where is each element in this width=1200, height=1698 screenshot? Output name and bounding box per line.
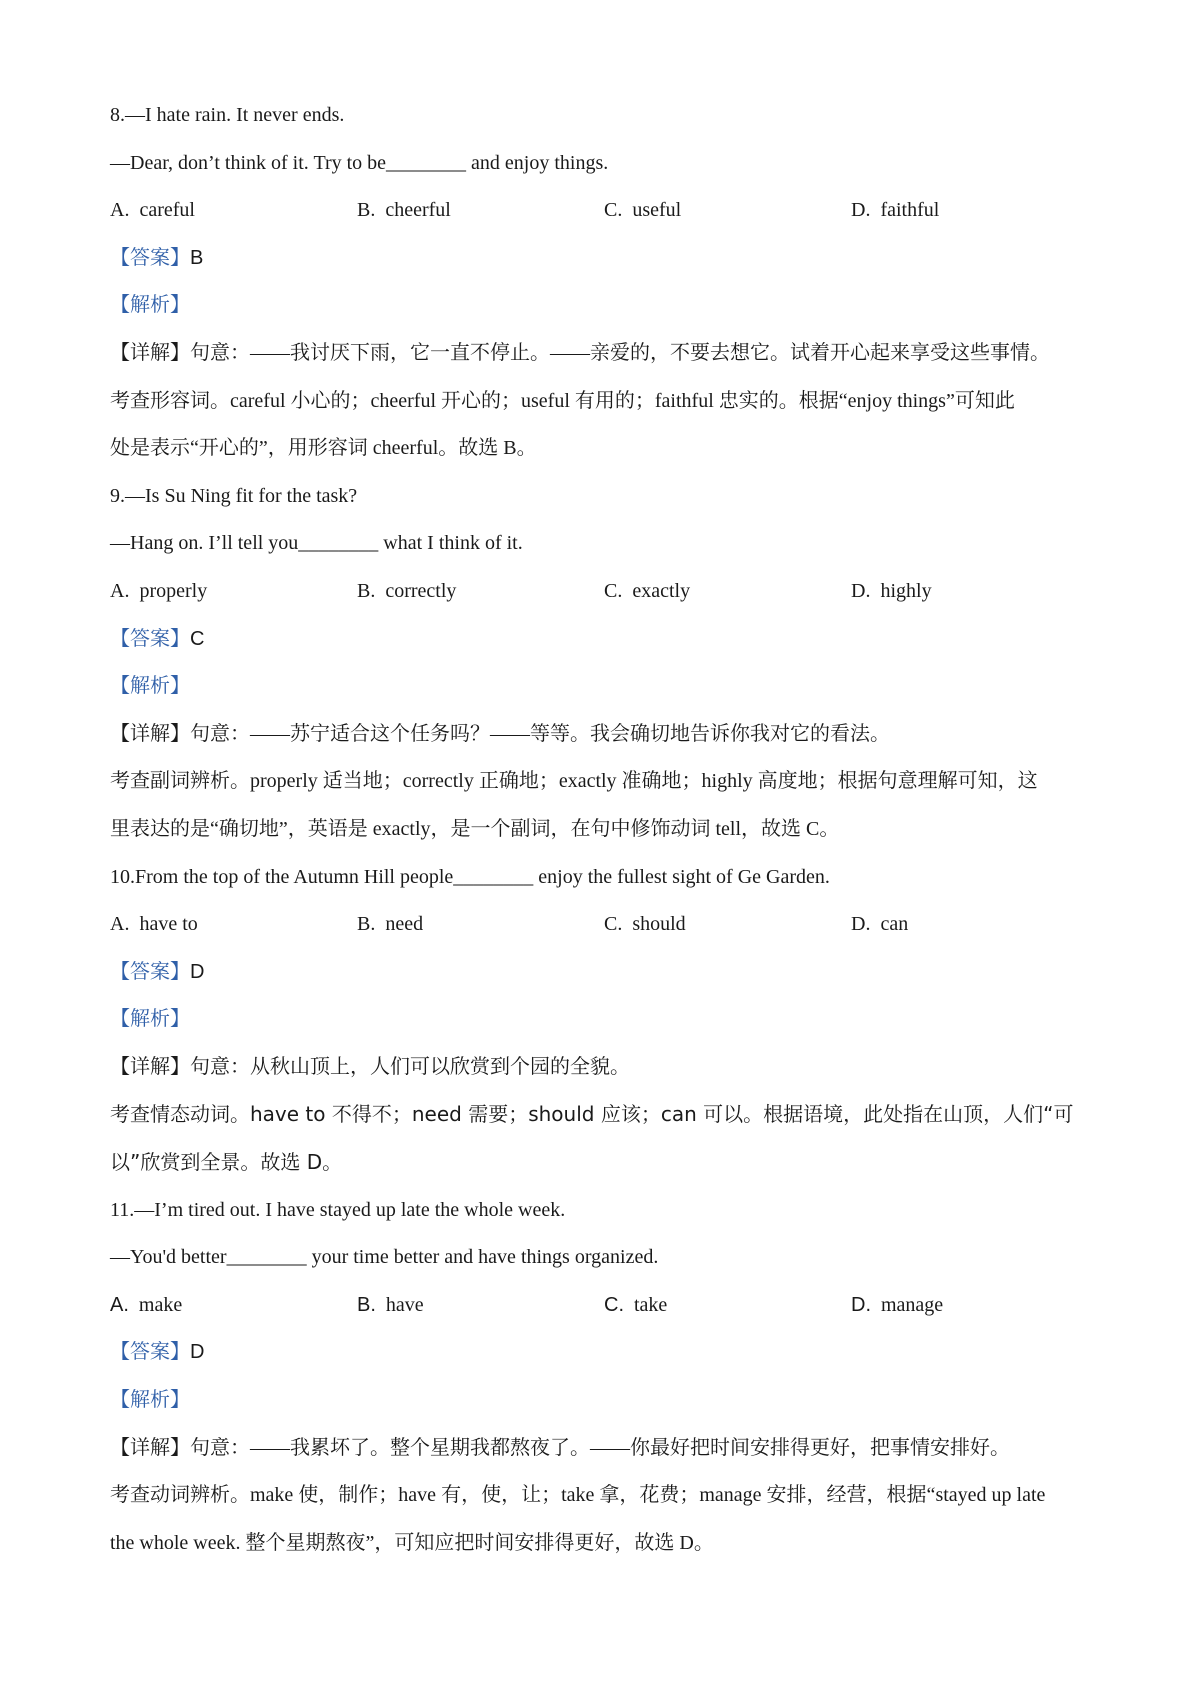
analysis-tag: 【解析】: [110, 675, 190, 698]
option-c: C. useful: [604, 199, 682, 222]
question-stem: 8.—I hate rain. It never ends.: [110, 104, 345, 126]
explanation-line: 【详解】句意：从秋山顶上，人们可以欣赏到个园的全貌。: [110, 1055, 630, 1078]
question-10: [110, 854, 1110, 1187]
detail-tag: 【详解】: [110, 722, 190, 745]
option-b: B. have: [357, 1293, 424, 1316]
answer-line: [110, 235, 1110, 283]
option-c: C. should: [604, 913, 686, 936]
answer-tag: 【答案】: [110, 627, 190, 650]
explanation-line: 里表达的是“确切地”，英语是 exactly，是一个副词，在句中修饰动词 tell，故选 C。: [110, 817, 840, 840]
explanation-line: the whole week. 整个星期熬夜”，可知应把时间安排得更好，故选 D。: [110, 1531, 714, 1554]
analysis-tag: 【解析】: [110, 1008, 190, 1031]
answer-value: D: [190, 1341, 205, 1364]
question-stem: —You'd better________ your time better and have things organized.: [110, 1246, 659, 1269]
answer-tag: 【答案】: [110, 1341, 190, 1364]
question-stem: —Hang on. I’ll tell you________ what I think of it.: [110, 532, 523, 555]
explanation-line: 考查形容词。careful 小心的；cheerful 开心的；useful 有用的；faithful 忠实的。根据“enjoy things”可知此: [110, 389, 1015, 412]
answer-tag: 【答案】: [110, 960, 190, 983]
options-row: [110, 187, 1110, 235]
option-a: A. make: [110, 1293, 183, 1316]
answer-value: B: [190, 246, 204, 269]
option-b: B. cheerful: [357, 199, 451, 222]
option-d: D. manage: [851, 1293, 944, 1316]
option-d: D. can: [851, 913, 909, 936]
analysis-tag: 【解析】: [110, 1389, 190, 1412]
explanation-line: 考查情态动词。have to 不得不；need 需要；should 应该；can 可以。根据语境，此处指在山顶，人们“可: [110, 1102, 1074, 1127]
detail-tag: 【详解】: [110, 1436, 190, 1459]
answer-line: [110, 1329, 1110, 1377]
options-row: [110, 901, 1110, 949]
answer-value: C: [190, 627, 205, 650]
detail-tag: 【详解】: [110, 1055, 190, 1078]
explanation-line: 【详解】句意：——苏宁适合这个任务吗？——等等。我会确切地告诉你我对它的看法。: [110, 722, 890, 745]
question-9: [110, 473, 1110, 854]
option-d: D. highly: [851, 579, 932, 602]
explanation-line: 【详解】句意：——我累坏了。整个星期我都熬夜了。——你最好把时间安排得更好，把事情安排好。: [110, 1436, 1010, 1459]
question-list: [110, 92, 1110, 1567]
answer-tag: 【答案】: [110, 246, 190, 269]
option-a: A. have to: [110, 913, 198, 936]
answer-value: D: [190, 960, 205, 983]
option-b: B. need: [357, 913, 424, 936]
detail-tag: 【详解】: [110, 341, 190, 364]
option-a: A. properly: [110, 579, 208, 602]
explanation-line: 考查副词辨析。properly 适当地；correctly 正确地；exactly 准确地；highly 高度地；根据句意理解可知，这: [110, 770, 1038, 793]
question-stem: —Dear, don’t think of it. Try to be________ and enjoy things.: [110, 151, 609, 174]
analysis-tag: 【解析】: [110, 294, 190, 317]
question-stem: 9.—Is Su Ning fit for the task?: [110, 484, 358, 507]
explanation-line: 考查动词辨析。make 使，制作；have 有，使，让；take 拿，花费；manage 安排，经营，根据“stayed up late: [110, 1484, 1046, 1507]
explanation-line: 以”欣赏到全景。故选 D。: [110, 1150, 343, 1175]
question-11: [110, 1187, 1110, 1568]
option-c: C. exactly: [604, 579, 691, 602]
question-stem: 11.—I’m tired out. I have stayed up late the whole week.: [110, 1198, 566, 1221]
answer-line: [110, 616, 1110, 664]
explanation-line: 处是表示“开心的”，用形容词 cheerful。故选 B。: [110, 437, 537, 460]
answer-line: [110, 949, 1110, 997]
question-8: [110, 92, 1110, 473]
question-stem: 10.From the top of the Autumn Hill people________ enjoy the fullest sight of Ge Garden.: [110, 865, 830, 888]
options-row: [110, 1282, 1110, 1330]
options-row: [110, 568, 1110, 616]
option-c: C. take: [604, 1293, 668, 1316]
option-d: D. faithful: [851, 199, 940, 222]
option-b: B. correctly: [357, 579, 457, 602]
explanation-line: 【详解】句意：——我讨厌下雨，它一直不停止。——亲爱的，不要去想它。试着开心起来享受这些事情。: [110, 341, 1050, 364]
option-a: A. careful: [110, 199, 195, 222]
